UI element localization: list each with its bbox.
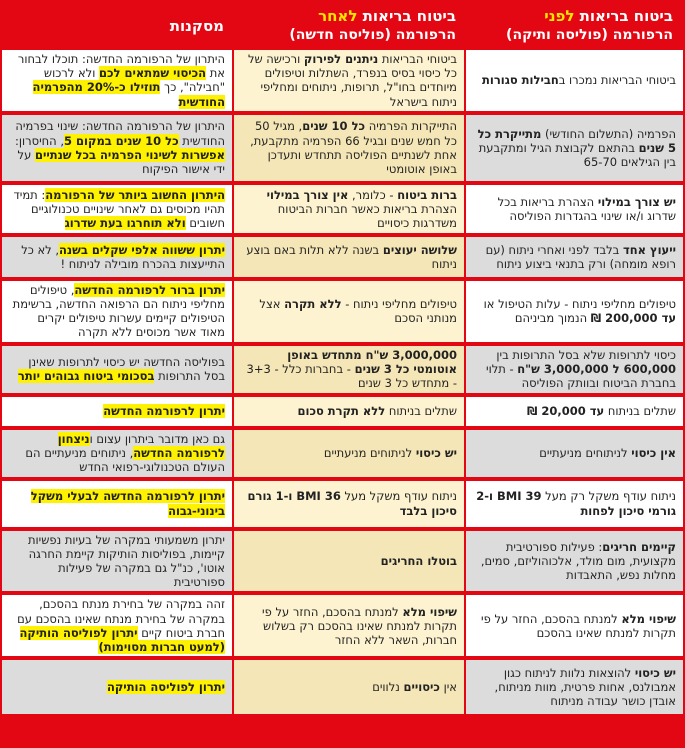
cell-text: בהתאם לקבוצת הגיל ומתקבעת בין הגילאים 65-70 bbox=[478, 140, 676, 169]
before-cell bbox=[466, 595, 683, 660]
header-row bbox=[2, 2, 683, 50]
cell-text: - בחברות כלל - 3+3 - מתחדש כל 3 שנים bbox=[246, 362, 457, 391]
highlighted-text: יתרון ברור לרפורמה החדשה bbox=[74, 282, 225, 297]
after-cell bbox=[234, 660, 466, 718]
cell-text: טיפולים מחליפי ניתוח - bbox=[341, 297, 457, 312]
table-row bbox=[2, 115, 683, 185]
before-cell bbox=[466, 185, 683, 237]
before-cell bbox=[466, 346, 683, 397]
bold-text: כל 10 שנים bbox=[302, 119, 366, 134]
bold-text: מתייקרת כל 5 שנים bbox=[477, 126, 676, 155]
after-cell bbox=[234, 185, 466, 237]
conclusion-cell bbox=[2, 281, 234, 346]
table-row bbox=[2, 185, 683, 237]
after-cell bbox=[234, 397, 466, 430]
header-after bbox=[234, 2, 466, 50]
after-cell bbox=[234, 50, 466, 115]
header-before-highlight: לפני bbox=[544, 7, 575, 25]
conclusion-cell bbox=[2, 185, 234, 237]
bold-text: אין כיסוי bbox=[631, 446, 676, 461]
highlighted-text: ניצחון לרפורמה החדשה bbox=[57, 431, 225, 461]
after-cell bbox=[234, 430, 466, 481]
cell-text: כיסוי לתרופות שלא בסל התרופות בין bbox=[496, 347, 676, 362]
bold-text: כיסויים bbox=[403, 680, 440, 695]
header-before-title-text: ביטוח בריאות bbox=[574, 7, 673, 25]
cell-text: לניתוחים מניעתיים bbox=[323, 446, 416, 461]
cell-text: יתרון משמעותי במקרה של בעיות נפשיות קיימות, בפוליסות הותיקות קיימת החרגה אוטו', כנ"ל גם במקרה של פעילות ספורטיבית bbox=[27, 532, 225, 590]
bold-text: שיפוי מלא bbox=[402, 604, 457, 619]
conclusion-cell bbox=[2, 430, 234, 481]
conclusion-cell bbox=[2, 481, 234, 531]
after-cell bbox=[234, 115, 466, 185]
table-row bbox=[2, 430, 683, 481]
highlighted-text: אפשרות לשינוי הפרמיה בכל שנתיים bbox=[34, 147, 225, 162]
conclusion-cell bbox=[2, 660, 234, 718]
cell-text: ניתוח עודף משקל מעל bbox=[340, 489, 457, 504]
bold-text: קיימים חריגים bbox=[602, 539, 676, 554]
cell-text: - כלומר, bbox=[348, 187, 398, 202]
bold-text: ללא תקרה bbox=[284, 297, 342, 312]
table-row bbox=[2, 595, 683, 660]
table-row bbox=[2, 237, 683, 281]
table-row bbox=[2, 50, 683, 115]
bold-text: BMI 36 ו-1 גורם סיכון בלבד bbox=[247, 489, 457, 518]
cell-text: שתלים בניתוח bbox=[385, 404, 457, 419]
highlighted-text: יתרון לפוליסה הותיקה bbox=[106, 680, 225, 695]
cell-text: למנתח בהסכם, החזר על פי תקרות למנתח שאינו בהסכם רק בשלוש חברות, השאר ללא החזר bbox=[262, 604, 457, 647]
cell-text: ביטוחי הבריאות bbox=[378, 52, 457, 66]
cell-text: , החיסרון: bbox=[15, 133, 65, 148]
bold-text: חבילות סגורות bbox=[482, 73, 559, 88]
comparison-rows bbox=[2, 50, 683, 718]
cell-text: גם כאן מדובר ביתרון עצום ו bbox=[89, 431, 225, 446]
cell-text: טיפולים מחליפי ניתוח - עלות הטיפול או bbox=[483, 297, 676, 312]
header-after-title bbox=[318, 7, 456, 25]
cell-text: ורכישה של כל כיסוי בסיס בנפרד, השתלות וטיפולים מיוחדים בחו"ל, תרופות, ניתוחים ומחליפי ניתוח בישראל bbox=[247, 52, 457, 109]
conclusion-cell bbox=[2, 531, 234, 596]
bold-text: ברות ביטוח bbox=[397, 187, 457, 202]
before-cell bbox=[466, 50, 683, 115]
bold-text: ייעוץ אחד bbox=[622, 242, 676, 257]
header-after-highlight: לאחר bbox=[318, 7, 358, 25]
cell-text: להוצאות נלוות לניתוח כגון אמבולנס, אחות פרטית, מוות מניתוח, אובדן כושר עבודה מניתוח bbox=[494, 665, 676, 709]
bold-text: יש צורך במילוי bbox=[597, 194, 676, 209]
before-cell bbox=[466, 660, 683, 718]
table-row bbox=[2, 481, 683, 531]
table-row bbox=[2, 531, 683, 596]
cell-text: לניתוחים מניעתיים bbox=[539, 446, 632, 461]
bold-text: ללא תקרת סכום bbox=[297, 404, 386, 419]
bold-text: BMI 39 ו-2 גורמי סיכון לפחות bbox=[476, 489, 676, 518]
cell-text: שתלים בניתוח bbox=[604, 404, 676, 419]
after-cell bbox=[234, 237, 466, 281]
header-before bbox=[466, 2, 683, 50]
bold-text: יש כיסוי bbox=[415, 446, 457, 461]
cell-text: בלבד לפני ואחרי ניתוח (עם רופא מומחה) ורק בתנאי ביצוע ניתוח bbox=[485, 242, 676, 271]
highlighted-text: יתרון ששווה אלפי שקלים בשנה bbox=[59, 242, 225, 257]
after-cell bbox=[234, 346, 466, 397]
cell-text: הפרמיה (התשלום החודשי) bbox=[541, 126, 676, 141]
cell-text: למנתח בהסכם, החזר על פי תקרות למנתח שאינו בהסכם bbox=[481, 611, 676, 640]
cell-text: ולא לרכוש "חבילה", כך bbox=[43, 66, 225, 95]
header-before-title bbox=[544, 7, 673, 25]
table-row bbox=[2, 281, 683, 346]
highlighted-text: תוזילו כ-20% מהפרמיה החודשית bbox=[32, 80, 225, 109]
bold-text: יש כיסוי bbox=[634, 665, 676, 680]
cell-text: הצהרת בריאות בכל שדרוג ו/או שינוי בהגדרות הפוליסה bbox=[497, 194, 676, 223]
cell-text: , טיפולים מחליפי ניתוח הם הרפואה החדשה, ברשימת הטיפולים קיימים עשרות טיפולים יקרים מאוד אשר מכוסים ללא תקרה bbox=[12, 282, 225, 340]
header-after-title-text: ביטוח בריאות bbox=[357, 7, 456, 25]
highlighted-text: יתרון לרפורמה החדשה לבעלי משקל בינוני-גבוה bbox=[30, 489, 225, 518]
after-cell bbox=[234, 595, 466, 660]
cell-text: , מגיל 50 כל חמש שנים ובגיל 66 הפרמיה מתקבעת, אחת לשנתיים הפוליסה תתחדש ותעדכן באופן אוטומטי bbox=[250, 119, 457, 177]
conclusion-cell bbox=[2, 346, 234, 397]
table-row bbox=[2, 346, 683, 397]
bold-text: 3,000,000 ש"ח מתחדש באופן אוטומטי כל 3 שנים bbox=[287, 347, 457, 377]
cell-text: אין bbox=[439, 680, 457, 695]
cell-text: : תמיד תהיו מכוסים גם לאחר שינויים טכנולוגיים חשובים bbox=[13, 187, 225, 230]
before-cell bbox=[466, 430, 683, 481]
bold-text: אין צורך במילוי bbox=[266, 187, 349, 202]
cell-text: אצל מנותני הסכם bbox=[259, 297, 457, 326]
bold-text: שלושה יעוצים bbox=[382, 242, 457, 257]
cell-text: : פעילות ספורטיבית מקצועית, מום מולד, אלכוהוליזם, סמים, מחלות נפש, התאבדות bbox=[480, 539, 676, 583]
cell-text: בפוליסה החדשה יש כיסוי לתרופות שאינן בסל התרופות bbox=[28, 354, 225, 384]
table-row bbox=[2, 660, 683, 718]
conclusion-cell bbox=[2, 237, 234, 281]
before-cell bbox=[466, 481, 683, 531]
cell-text: בשנה ללא תלות באם בוצע ניתוח bbox=[246, 242, 457, 271]
cell-text: על ידי אישור הפיקוח bbox=[17, 147, 225, 177]
cell-text: - תלוי בחברת הביטוח ובוותק הפוליסה bbox=[486, 362, 676, 391]
before-cell bbox=[466, 397, 683, 430]
before-cell bbox=[466, 531, 683, 596]
cell-text: נלווים bbox=[372, 680, 404, 695]
conclusion-cell bbox=[2, 50, 234, 115]
conclusion-cell bbox=[2, 397, 234, 430]
cell-text: הנמוך מביניהם bbox=[514, 311, 591, 326]
highlighted-text: כל 10 שנים במקום 5 bbox=[64, 133, 179, 148]
bold-text: 600,000 ל 3,000,000 ש"ח bbox=[517, 362, 676, 377]
after-cell bbox=[234, 531, 466, 596]
cell-text: התייקרות הפרמיה bbox=[365, 119, 457, 134]
header-before-subtitle: הרפורמה (פוליסה ותיקה) bbox=[506, 27, 673, 43]
highlighted-text: הכיסוי שמתאים לכם bbox=[98, 66, 207, 81]
cell-text: , ניתוחים מניעתיים הם העולם הטכנולוגי-רפואי החדש bbox=[25, 446, 225, 475]
bold-text: שיפוי מלא bbox=[621, 611, 676, 626]
cell-text: ביטוחי הבריאות נמכרו ב bbox=[558, 73, 676, 88]
cell-text: ניתוח עודף משקל רק מעל bbox=[541, 489, 676, 504]
before-cell bbox=[466, 115, 683, 185]
header-conclusions bbox=[2, 2, 234, 50]
after-cell bbox=[234, 281, 466, 346]
highlighted-text: היתרון החשוב ביותר של הרפורמה bbox=[45, 187, 225, 202]
highlighted-text: יתרון לפוליסה הותיקה (למעט חברות מסוימות) bbox=[19, 625, 225, 655]
highlighted-text: ולא תוחרגו בעת שדרוג bbox=[64, 215, 186, 230]
bold-text: עד 20,000 ₪ bbox=[526, 404, 605, 419]
cell-text: הצהרת בריאות כאשר חברות הביטוח משדרגות כיסויים bbox=[277, 201, 457, 230]
comparison-table bbox=[2, 2, 683, 718]
conclusion-cell bbox=[2, 595, 234, 660]
highlighted-text: בסכומי ביטוח גבוהים יותר bbox=[17, 369, 155, 384]
cell-text: היתרון של הרפורמה החדשה: תוכלו לבחור את bbox=[17, 52, 225, 81]
cell-text: זהה במקרה של בחירת מנתח בהסכם, במקרה של בחירת מנתח שאינו בהסכם עם חברת ביטוח קיים bbox=[17, 597, 225, 640]
header-conclusions-title: מסקנות bbox=[169, 16, 224, 35]
bold-text: עד 200,000 ₪ bbox=[590, 311, 676, 326]
conclusion-cell bbox=[2, 115, 234, 185]
highlighted-text: יתרון לרפורמה החדשה bbox=[103, 404, 225, 419]
after-cell bbox=[234, 481, 466, 531]
before-cell bbox=[466, 237, 683, 281]
header-after-subtitle: הרפורמה (פוליסה חדשה) bbox=[289, 27, 456, 43]
bold-text: ניתנים לפירוק bbox=[303, 52, 379, 66]
cell-text: היתרון של הרפורמה החדשה: שינוי בפרמיה החודשית bbox=[15, 119, 225, 148]
cell-text: , לא כל התייעצות בהכרח מובילה לניתוח ! bbox=[21, 242, 225, 271]
table-row bbox=[2, 397, 683, 430]
bold-text: בוטלו החריגים bbox=[380, 553, 457, 568]
before-cell bbox=[466, 281, 683, 346]
